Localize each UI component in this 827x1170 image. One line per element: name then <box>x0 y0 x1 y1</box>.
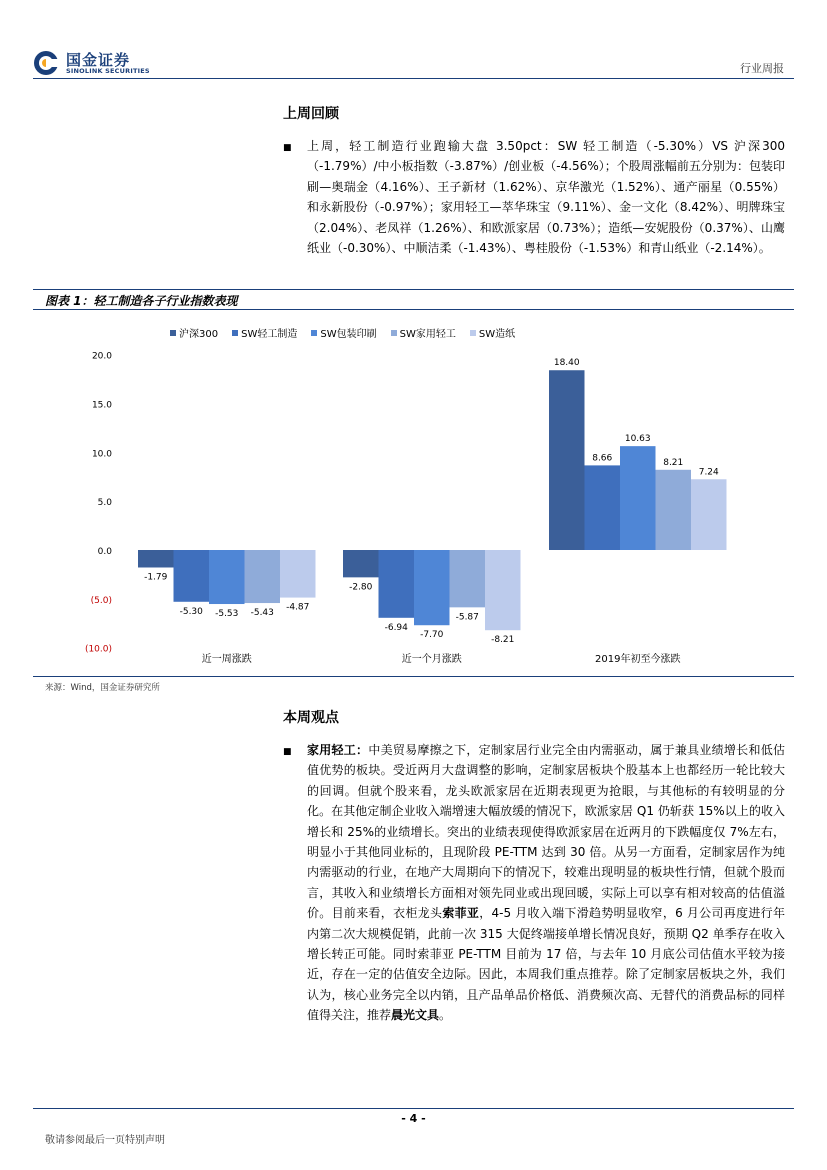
paragraph-part-b: ，4-5 月收入端下滑趋势明显收窄，6 月公司再度进行年内第二次大规模促销，此前一次 315 大促终端接单增长情况良好，预期 Q2 单季存在收入增长转正可能。同时索菲亚 PE-TTM 目前为 17 倍，与去年 10 月底公司估值水平较为接近，存在一定的估值安全边际。因此，本周我们重点推荐。除了定制家居板块之外，我们认为，核心业务完全以内销，且产品单品价格低、消费频次高、无替代的消费品标的同样值得关注，推荐 <box>307 906 785 1023</box>
paragraph-part-a: 中美贸易摩擦之下，定制家居行业完全由内需驱动，属于兼具业绩增长和低估值优势的板块。受近两月大盘调整的影响，定制家居板块个股基本上也都经历一轮比较大的回调。但就个股来看，龙头欧派家居在近期表现更为抢眼，与其他标的有较明显的分化。在其他定制企业收入端增速大幅放缓的情况下，欧派家居 Q1 仍斩获 15%以上的收入增长和 25%的业绩增长。突出的业绩表现使得欧派家居在近两月的下跌幅度仅 7%左右，明显小于其他同业标的，且现阶段 PE-TTM 达到 30 倍。从另一方面看，定制家居作为纯内需驱动的行业，在地产大周期向下的情况下，较难出现明显的板块性行情，但就个股而言，其收入和业绩增长方面相对领先同业或出现回暖，实际上可以享有相对较高的估值溢价。目前来看，衣柜龙头 <box>307 743 785 921</box>
data-label: -1.79 <box>144 572 168 583</box>
bar <box>691 479 727 550</box>
section-title-last-week: 上周回顾 <box>283 106 339 122</box>
bullet-icon: ■ <box>283 747 292 757</box>
last-week-paragraph: 上周，轻工制造行业跑输大盘 3.50pct：SW 轻工制造（-5.30%）VS 沪深300（-1.79%）/中小板指数（-3.87%）/创业板（-4.56%）；个股周涨幅前五分别为：包装印刷—奥瑞金（4.16%）、王子新材（1.62%）、京华激光（1.52%）、通产丽星（0.55%）和永新股份（-0.97%）；家用轻工—萃华珠宝（9.11%）、金一文化（8.42%）、明牌珠宝（2.04%）、老凤祥（1.26%）、和欧派家居（0.73%）；造纸—安妮股份（0.37%）、山鹰纸业（-0.30%）、中顺洁柔（-1.43%）、粤桂股份（-1.53%）和青山纸业（-2.14%）。 <box>307 139 785 256</box>
legend-item <box>391 325 456 340</box>
bar <box>343 550 379 577</box>
company-logo-icon <box>33 50 59 76</box>
legend-swatch <box>391 330 397 336</box>
figure-title: 图表 1：轻工制造各子行业指数表现 <box>45 294 238 308</box>
section-title-this-week: 本周观点 <box>283 710 339 726</box>
footer-divider <box>33 1108 794 1109</box>
data-label: 8.66 <box>592 453 613 464</box>
disclaimer-note: 敬请参阅最后一页特别声明 <box>45 1135 165 1146</box>
bullet-icon: ■ <box>283 143 292 153</box>
data-label: -8.21 <box>491 635 515 646</box>
data-label: -2.80 <box>349 582 373 593</box>
bar <box>620 446 656 550</box>
bar <box>585 465 621 550</box>
data-label: 8.21 <box>663 457 684 468</box>
data-label: -5.43 <box>250 608 274 619</box>
header-divider <box>33 78 794 79</box>
bar <box>656 470 692 550</box>
legend-swatch <box>470 330 476 336</box>
logo-english-name: SINOLINK SECURITIES <box>66 67 150 75</box>
y-tick-label: 15.0 <box>91 400 112 411</box>
bar <box>450 550 486 607</box>
data-label: -5.53 <box>215 609 239 620</box>
logo-chinese-name: 国金证券 <box>66 51 131 69</box>
bar <box>209 550 245 604</box>
legend-label: SW包装印刷 <box>320 329 377 340</box>
data-label: 10.63 <box>624 434 651 445</box>
bar <box>379 550 415 618</box>
data-label: 7.24 <box>698 467 719 478</box>
figure-bottom-divider <box>33 676 794 677</box>
data-label: -6.94 <box>384 622 408 633</box>
data-label: -5.30 <box>179 606 203 617</box>
bar <box>485 550 521 630</box>
figure-top-divider <box>33 289 794 290</box>
y-tick-label: 10.0 <box>91 449 112 460</box>
figure-source: 来源：Wind，国金证券研究所 <box>45 683 160 693</box>
this-week-paragraph <box>307 740 785 1026</box>
bar <box>138 550 174 567</box>
highlight-stock-sofia: 索菲亚 <box>442 906 480 921</box>
legend-item <box>232 325 297 340</box>
y-tick-label: 20.0 <box>91 351 112 362</box>
category-label: 2019年初至今涨跌 <box>595 654 681 665</box>
paragraph-part-c: 。 <box>439 1008 452 1023</box>
chart-legend <box>170 325 515 340</box>
bar <box>414 550 450 625</box>
y-tick-label: 5.0 <box>97 498 112 509</box>
data-label: 18.40 <box>553 358 580 369</box>
legend-swatch <box>232 330 238 336</box>
data-label: -5.87 <box>455 612 479 623</box>
legend-item <box>470 325 515 340</box>
report-type-label: 行业周报 <box>740 62 784 75</box>
highlight-stock-chenguang: 晨光文具 <box>391 1008 440 1023</box>
legend-swatch <box>311 330 317 336</box>
bar <box>280 550 316 598</box>
category-label: 近一个月涨跌 <box>401 654 462 665</box>
legend-swatch <box>170 330 176 336</box>
legend-label: SW轻工制造 <box>241 329 298 340</box>
category-label: 近一周涨跌 <box>201 654 252 665</box>
legend-item <box>170 325 218 340</box>
legend-label: SW造纸 <box>478 329 516 340</box>
legend-label: 沪深300 <box>179 329 219 340</box>
bar <box>549 370 585 550</box>
bar <box>174 550 210 602</box>
legend-label: SW家用轻工 <box>399 329 456 340</box>
lead-label: 家用轻工： <box>307 743 369 757</box>
data-label: -7.70 <box>420 630 444 641</box>
y-tick-label: (5.0) <box>90 595 112 606</box>
y-tick-label: 0.0 <box>97 547 112 557</box>
y-tick-label: (10.0) <box>84 644 112 655</box>
data-label: -4.87 <box>286 602 310 613</box>
page-number: - 4 - <box>401 1112 426 1125</box>
legend-item <box>311 325 376 340</box>
bar <box>245 550 281 603</box>
figure-title-divider <box>33 309 794 310</box>
